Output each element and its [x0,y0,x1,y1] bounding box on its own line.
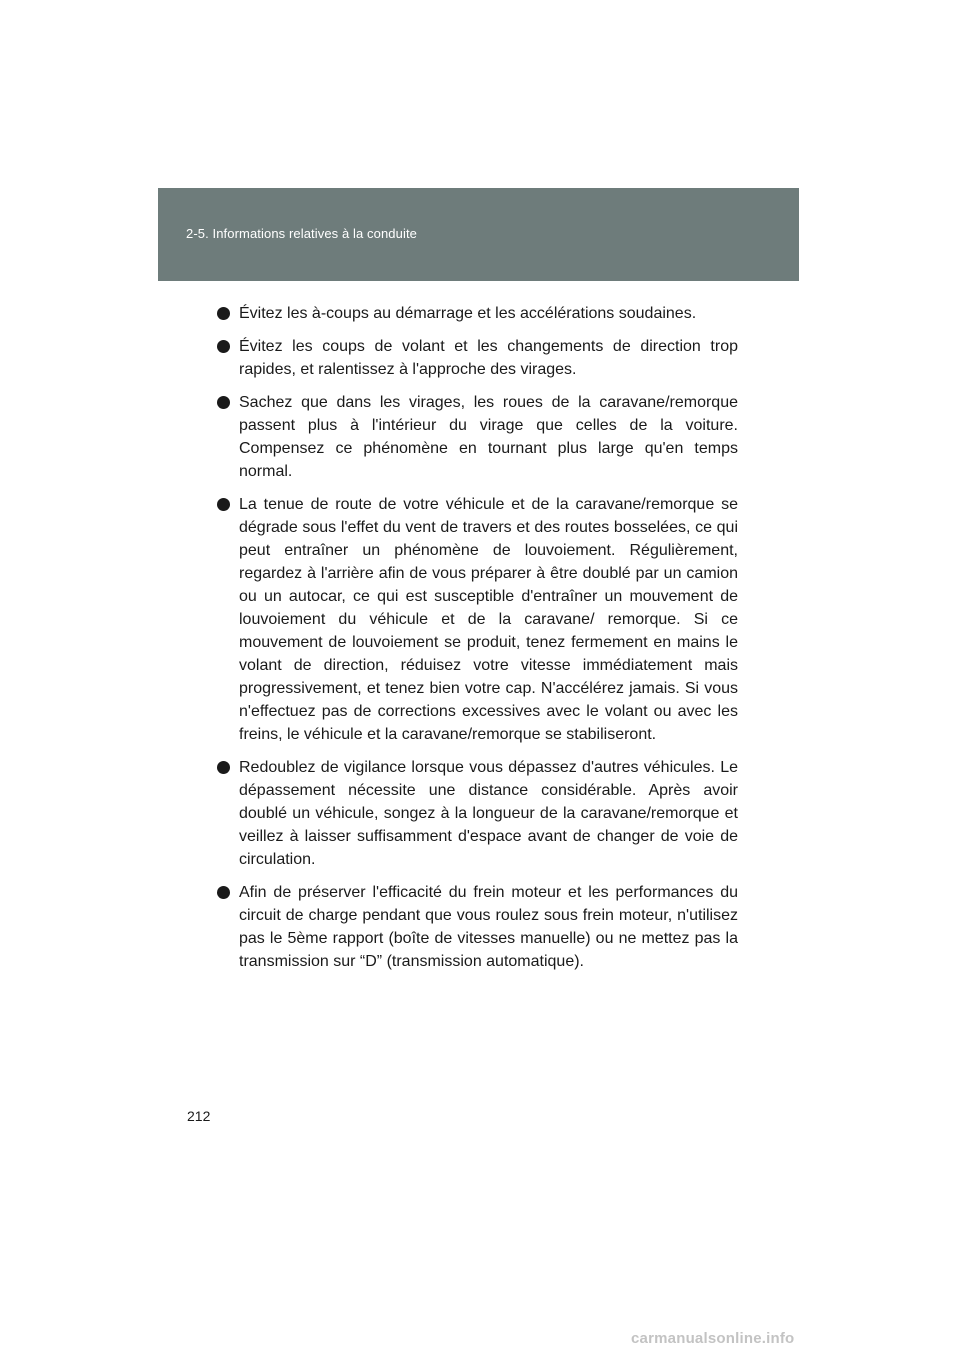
bullet-text: La tenue de route de votre véhicule et de la caravane/remorque se dégrade sous l'effet du vent de travers et des routes bosselées, ce qui peut entraîner un phénomène de louvoiement. Régulièrement, regardez à l'arrière afin de vous préparer à être doublé par un camion ou un autocar, ce qui est susceptible d'entraîner un mouvement de louvoiement du véhicule et de la caravane/ remorque. Si ce mouvement de louvoiement se produit, tenez fermement en mains le volant de direction, réduisez votre vitesse immédiatement mais progressivement, et tenez bien votre cap. N'accélérez jamais. Si vous n'effectuez pas de corrections excessives avec le volant ou avec les freins, le véhicule et la caravane/remorque se stabiliseront. [239,496,738,743]
bullet-item [216,391,738,483]
bullet-circle-icon [217,761,230,774]
bullet-item [216,302,738,325]
bullet-text: Redoublez de vigilance lorsque vous dépassez d'autres véhicules. Le dépassement nécessite une distance considérable. Après avoir doublé un véhicule, songez à la longueur de la caravane/remorque et veillez à laisser suffisamment d'espace avant de changer de voie de circulation. [239,759,738,868]
watermark: carmanualsonline.info [631,1330,795,1347]
bullet-item [216,756,738,871]
bullet-circle-icon [217,340,230,353]
bullet-circle-icon [217,886,230,899]
bullet-text: Afin de préserver l'efficacité du frein moteur et les performances du circuit de charge pendant que vous roulez sous frein moteur, n'utilisez pas le 5ème rapport (boîte de vitesses manuelle) ou ne mettez pas la transmission sur “D” (transmission automatique). [239,884,738,970]
bullet-text: Sachez que dans les virages, les roues de la caravane/remorque passent plus à l'intérieur du virage que celles de la voiture. Compensez ce phénomène en tournant plus large qu'en temps normal. [239,394,738,480]
bullet-item [216,493,738,746]
bullet-item [216,881,738,973]
bullet-circle-icon [217,498,230,511]
bullet-list [216,302,738,983]
bullet-text: Évitez les coups de volant et les changements de direction trop rapides, et ralentissez à l'approche des virages. [239,338,738,378]
bullet-text: Évitez les à-coups au démarrage et les accélérations soudaines. [239,305,697,322]
bullet-item [216,335,738,381]
bullet-circle-icon [217,307,230,320]
bullet-circle-icon [217,396,230,409]
page-number: 212 [187,1108,211,1124]
section-header-band [158,188,799,281]
section-title: 2-5. Informations relatives à la conduite [186,226,417,241]
